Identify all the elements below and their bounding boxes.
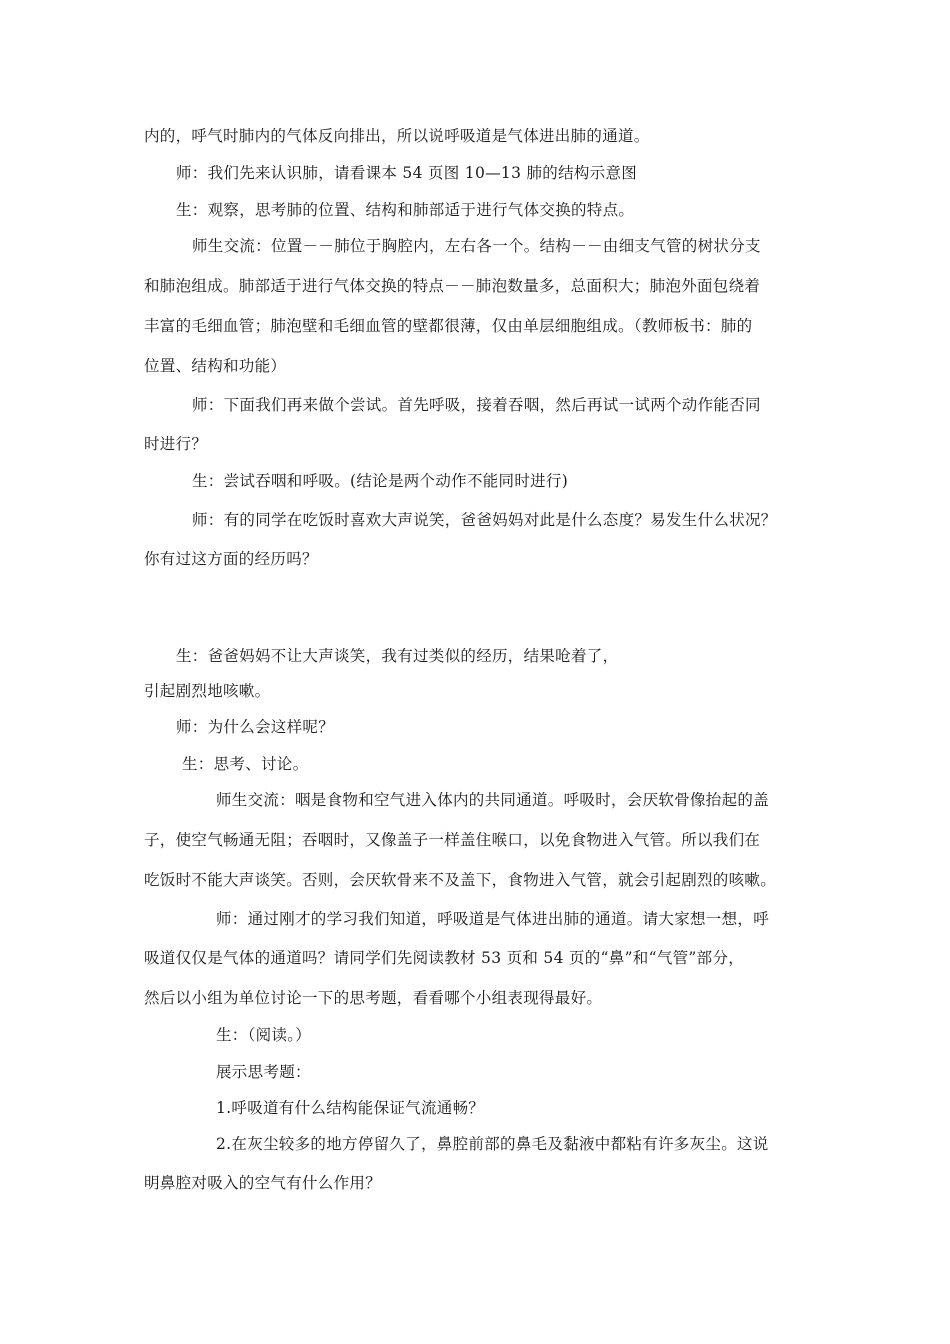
text-line: 位置、结构和功能） — [144, 357, 287, 375]
text-line: 师：我们先来认识肺，请看课本 54 页图 10—13 肺的结构示意图 — [176, 164, 638, 182]
text-line: 生：（阅读。） — [216, 1026, 312, 1044]
text-line: 生：思考、讨论。 — [182, 755, 309, 773]
text-line: 时进行？ — [144, 435, 208, 453]
text-line: 引起剧烈地咳嗽。 — [144, 682, 271, 700]
text-line: 师生交流：咽是食物和空气进入体内的共同通道。呼吸时，会厌软骨像抬起的盖 — [216, 791, 770, 809]
text-line: 生：尝试吞咽和呼吸。(结论是两个动作不能同时进行) — [192, 472, 569, 490]
text-line: 1.呼吸道有什么结构能保证气流通畅？ — [216, 1099, 485, 1117]
text-line: 和肺泡组成。肺部适于进行气体交换的特点－－肺泡数量多，总面积大；肺泡外面包绕着 — [144, 277, 761, 295]
text-line: 师生交流：位置－－肺位于胸腔内，左右各一个。结构－－由细支气管的树状分支 — [192, 237, 761, 255]
text-line: 2.在灰尘较多的地方停留久了，鼻腔前部的鼻毛及黏液中都粘有许多灰尘。这说 — [216, 1135, 769, 1153]
text-line: 吸道仅仅是气体的通道吗？请同学们先阅读教材 53 页和 54 页的“鼻”和“气管”部分， — [144, 949, 745, 967]
text-line: 内的，呼气时肺内的气体反向排出，所以说呼吸道是气体进出肺的通道。 — [144, 127, 650, 145]
text-line: 师：为什么会这样呢？ — [176, 718, 335, 736]
text-line: 丰富的毛细血管；肺泡壁和毛细血管的壁都很薄，仅由单层细胞组成。（教师板书：肺的 — [144, 317, 753, 335]
text-line: 你有过这方面的经历吗？ — [144, 550, 318, 568]
text-line: 展示思考题： — [216, 1063, 311, 1081]
text-line: 师：通过刚才的学习我们知道，呼吸道是气体进出肺的通道。请大家想一想，呼 — [216, 910, 770, 928]
text-line: 明鼻腔对吸入的空气有什么作用？ — [144, 1174, 382, 1192]
text-line: 师：有的同学在吃饭时喜欢大声说笑，爸爸妈妈对此是什么态度？易发生什么状况？ — [192, 511, 777, 529]
text-line: 生：爸爸妈妈不让大声谈笑，我有过类似的经历，结果呛着了， — [176, 647, 619, 665]
text-line: 子，使空气畅通无阻；吞咽时，又像盖子一样盖住喉口，以免食物进入气管。所以我们在 — [144, 831, 761, 849]
text-line: 然后以小组为单位讨论一下的思考题，看看哪个小组表现得最好。 — [144, 989, 603, 1007]
text-line: 吃饭时不能大声谈笑。否则，会厌软骨来不及盖下，食物进入气管，就会引起剧烈的咳嗽。 — [144, 871, 777, 889]
text-line: 生：观察，思考肺的位置、结构和肺部适于进行气体交换的特点。 — [176, 201, 635, 219]
text-line: 师：下面我们再来做个尝试。首先呼吸，接着吞咽，然后再试一试两个动作能否同 — [192, 396, 761, 414]
